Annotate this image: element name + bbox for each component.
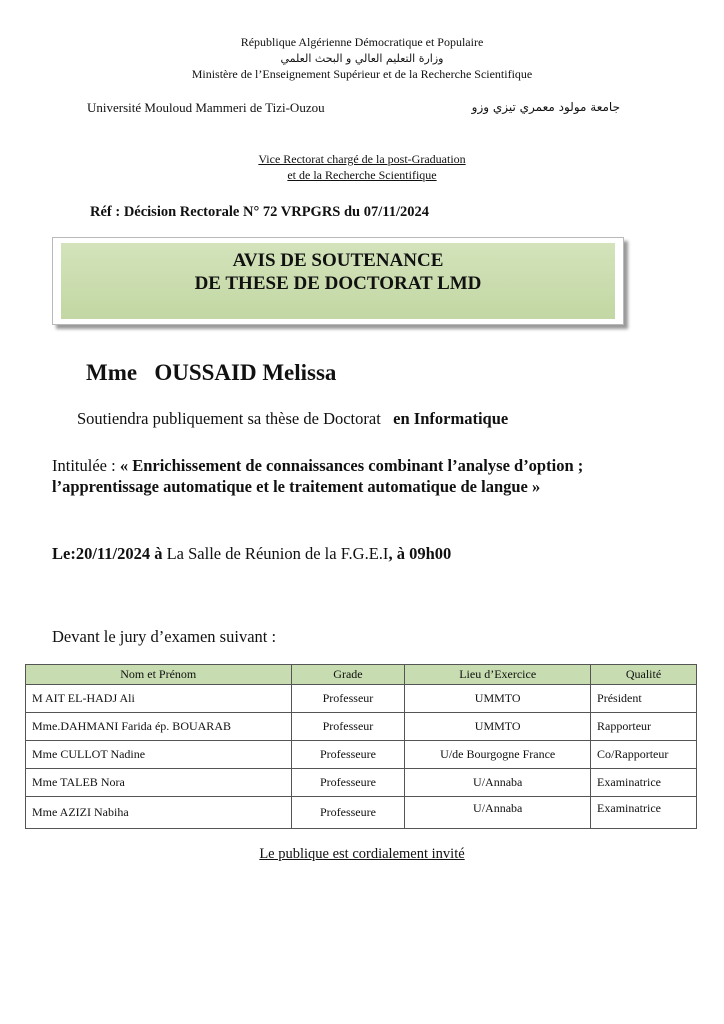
column-header-workplace: Lieu d’Exercice xyxy=(405,665,591,685)
republic-header: République Algérienne Démocratique et Populaire xyxy=(240,35,484,49)
jury-member-role: Rapporteur xyxy=(591,713,697,741)
banner-background xyxy=(61,243,615,319)
jury-member-grade: Professeure xyxy=(291,741,405,769)
ministry-french: Ministère de l’Enseignement Supérieur et de la Recherche Scientifique xyxy=(191,67,533,81)
jury-member-name: Mme CULLOT Nadine xyxy=(26,741,292,769)
invitation-note: Le publique est cordialement invité xyxy=(259,846,465,862)
thesis-label: Intitulée : xyxy=(52,456,120,475)
thesis-title: « Enrichissement de connaissances combinant l’analyse d’option ; l’apprentissage automatique et le traitement automatique de langue » xyxy=(52,456,584,496)
column-header-grade: Grade xyxy=(291,665,405,685)
defense-time: , à 09h00 xyxy=(388,544,452,563)
ministry-arabic: وزارة التعليم العالي و البحث العلمي xyxy=(280,52,444,65)
jury-member-workplace: U/Annaba xyxy=(405,769,591,797)
decision-reference: Réf : Décision Rectorale N° 72 VRPGRS du 07/11/2024 xyxy=(90,204,430,220)
column-header-name: Nom et Prénom xyxy=(26,665,292,685)
jury-member-grade: Professeur xyxy=(291,685,405,713)
defense-text: Soutiendra publiquement sa thèse de Doctorat xyxy=(77,409,394,428)
banner-title xyxy=(61,249,615,295)
table-row xyxy=(26,797,697,829)
table-row xyxy=(26,741,697,769)
column-header-role: Qualité xyxy=(591,665,697,685)
jury-member-role: Co/Rapporteur xyxy=(591,741,697,769)
jury-member-workplace: U/de Bourgogne France xyxy=(405,741,591,769)
defense-schedule xyxy=(52,544,451,564)
jury-member-role: Président xyxy=(591,685,697,713)
jury-member-workplace: UMMTO xyxy=(405,685,591,713)
banner-title-line1: AVIS DE SOUTENANCE xyxy=(232,250,444,271)
jury-member-name: Mme AZIZI Nabiha xyxy=(26,797,292,829)
university-name-arabic: جامعة مولود معمري تيزي وزو xyxy=(471,100,620,114)
defense-statement xyxy=(77,409,508,429)
defense-date: Le:20/11/2024 à xyxy=(52,544,163,563)
vice-rectorat-line2: et de la Recherche Scientifique xyxy=(287,168,437,182)
jury-member-grade: Professeure xyxy=(291,769,405,797)
table-row xyxy=(26,713,697,741)
jury-member-role: Examinatrice xyxy=(591,797,697,829)
jury-member-workplace: UMMTO xyxy=(405,713,591,741)
defense-field: en Informatique xyxy=(393,409,509,428)
thesis-title-block xyxy=(52,455,652,497)
defense-place: La Salle de Réunion de la F.G.E.I xyxy=(162,544,389,563)
vice-rectorat-line1: Vice Rectorat chargé de la post-Graduation xyxy=(258,152,466,166)
jury-table-header-row xyxy=(26,665,697,685)
jury-member-workplace: U/Annaba xyxy=(405,797,591,829)
university-name-french: Université Mouloud Mammeri de Tizi-Ouzou xyxy=(87,100,325,115)
candidate-name: Mme OUSSAID Melissa xyxy=(86,360,337,385)
table-row xyxy=(26,769,697,797)
jury-member-grade: Professeure xyxy=(291,797,405,829)
notice-banner xyxy=(52,237,624,325)
jury-intro: Devant le jury d’examen suivant : xyxy=(52,627,277,646)
jury-member-name: M AIT EL-HADJ Ali xyxy=(26,685,292,713)
jury-table xyxy=(25,664,697,829)
jury-member-role: Examinatrice xyxy=(591,769,697,797)
jury-member-grade: Professeur xyxy=(291,713,405,741)
table-row xyxy=(26,685,697,713)
banner-title-line2: DE THESE DE DOCTORAT LMD xyxy=(194,273,482,294)
jury-member-name: Mme.DAHMANI Farida ép. BOUARAB xyxy=(26,713,292,741)
jury-member-name: Mme TALEB Nora xyxy=(26,769,292,797)
